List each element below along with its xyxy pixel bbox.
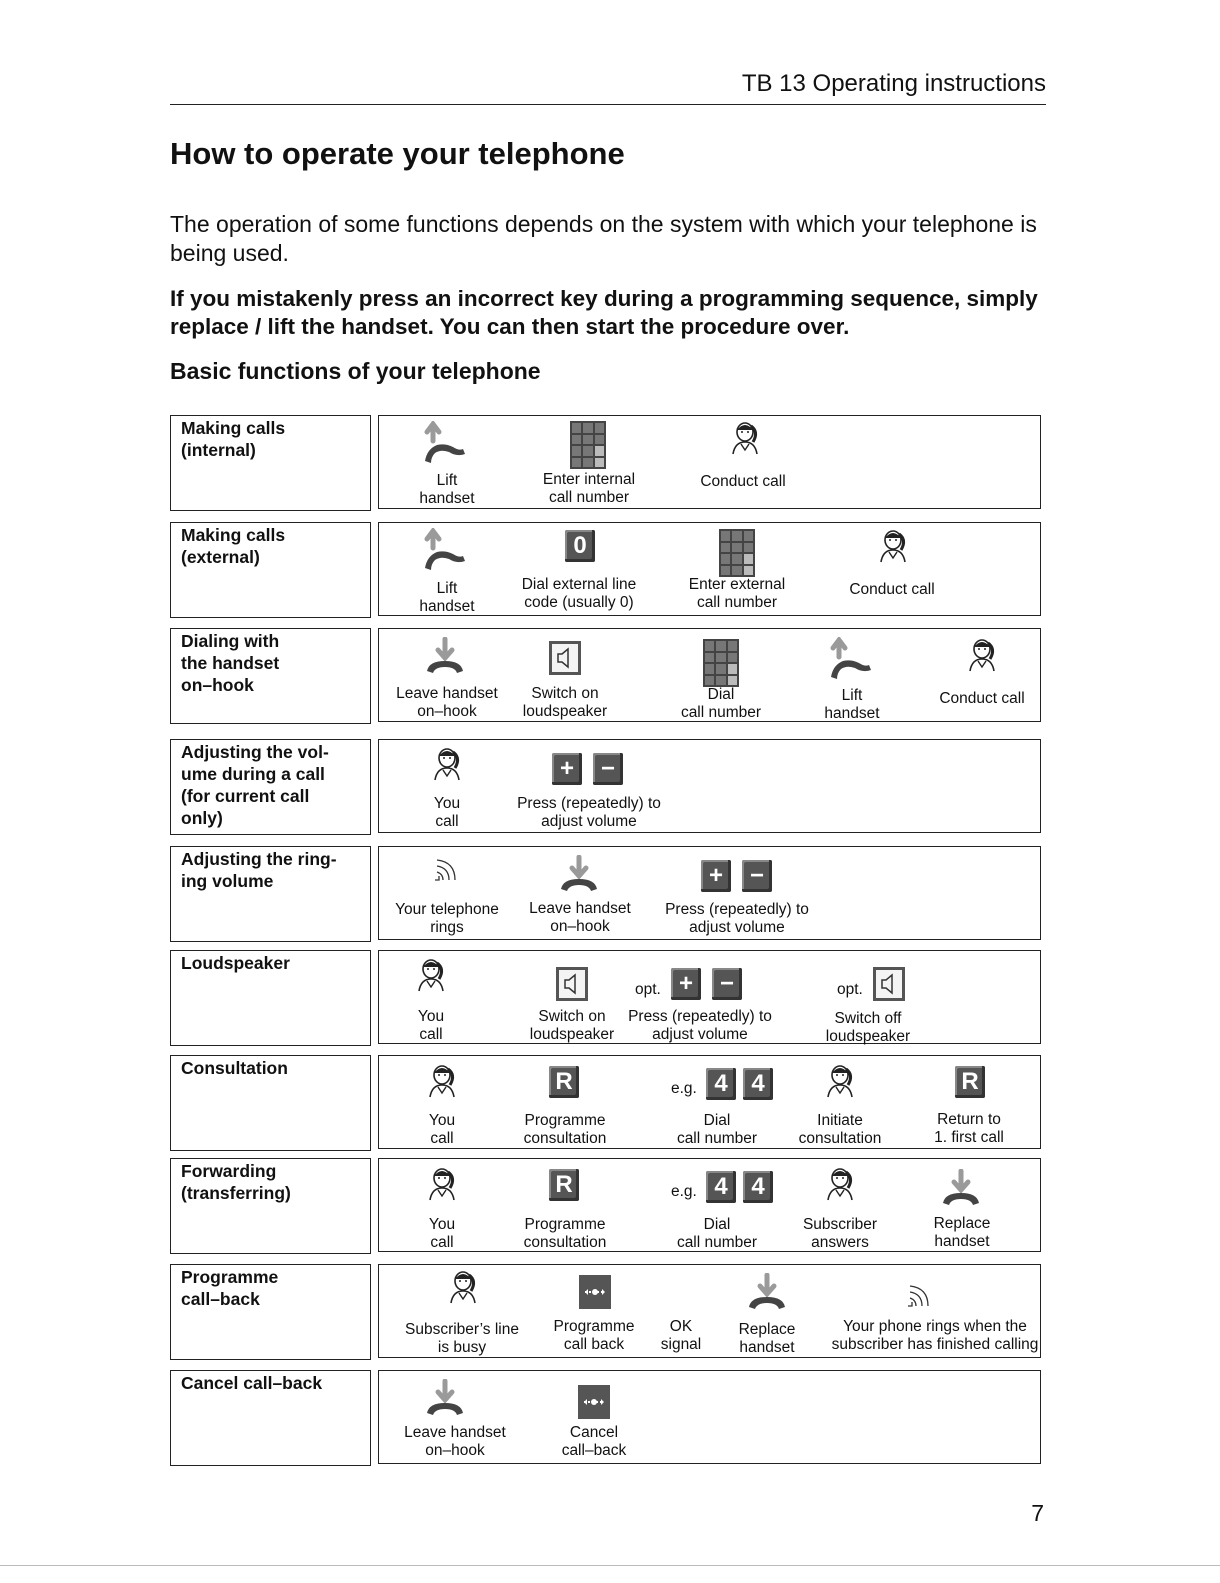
step-label: You call <box>428 1216 456 1251</box>
step-label: Switch on loudspeaker <box>522 685 608 720</box>
row-steps-making-calls-internal <box>378 415 1041 509</box>
step-label: Programme call back <box>553 1318 635 1353</box>
step-label: Lift handset <box>824 687 880 722</box>
step-label: Press (repeatedly) to adjust volume <box>517 795 661 830</box>
step-label: Initiate consultation <box>798 1112 882 1147</box>
step-label: Enter internal call number <box>542 471 636 506</box>
row-label-cancel-callback: Cancel call–back <box>170 1370 371 1466</box>
step-label: Switch on loudspeaker <box>529 1008 615 1043</box>
step-label: Conduct call <box>700 473 786 490</box>
keypad-icon <box>570 421 606 469</box>
step-label: Return to 1. first call <box>934 1111 1004 1146</box>
lift-handset-icon <box>829 637 875 685</box>
ringing-icon <box>431 854 461 884</box>
step-label: Programme consultation <box>523 1216 607 1251</box>
step-label: Subscriber answers <box>802 1216 878 1251</box>
row-label-forwarding: Forwarding (transferring) <box>170 1158 371 1254</box>
loudspeaker-key-icon <box>549 641 581 675</box>
step-label: Conduct call <box>939 690 1025 707</box>
page-number: 7 <box>1031 1500 1044 1526</box>
step-label: Press (repeatedly) to adjust volume <box>628 1008 772 1043</box>
row-steps-adjust-call-volume <box>378 739 1041 833</box>
bottom-rule <box>0 1565 1220 1566</box>
keypad-icon <box>719 529 755 577</box>
optional-label: opt. <box>635 981 661 998</box>
row-label-making-calls-internal: Making calls (internal) <box>170 415 371 511</box>
row-steps-forwarding <box>378 1158 1041 1252</box>
person-on-phone-icon <box>428 1065 458 1099</box>
plus-key: + <box>552 753 582 785</box>
call-back-key-icon <box>578 1385 610 1419</box>
ringing-icon <box>904 1280 934 1310</box>
person-on-phone-icon <box>879 530 909 564</box>
step-label: You call <box>428 1112 456 1147</box>
row-label-adjust-ring-volume: Adjusting the ring- ing volume <box>170 846 371 942</box>
plus-key: + <box>701 860 731 892</box>
intro-paragraph: The operation of some functions depends on the system with which your telephone is being used. <box>170 211 1037 266</box>
person-on-phone-icon <box>968 639 998 673</box>
plus-key: + <box>671 968 701 1000</box>
person-on-phone-icon <box>826 1168 856 1202</box>
r-key: R <box>955 1066 985 1098</box>
step-label: Enter external call number <box>688 576 786 611</box>
person-on-phone-icon <box>428 1168 458 1202</box>
step-label: Your phone rings when the subscriber has finished calling <box>831 1318 1039 1353</box>
r-key: R <box>549 1169 579 1201</box>
minus-key: − <box>742 860 772 892</box>
row-label-dialing-on-hook: Dialing with the handset on–hook <box>170 628 371 724</box>
page-title: How to operate your telephone <box>170 136 625 171</box>
step-label: Lift handset <box>419 472 475 507</box>
step-label: Switch off loudspeaker <box>825 1010 911 1045</box>
step-label: You call <box>433 795 461 830</box>
digit-key: 4 <box>706 1171 736 1203</box>
digit-key: 4 <box>706 1068 736 1100</box>
row-label-loudspeaker: Loudspeaker <box>170 950 371 1046</box>
keypad-icon <box>703 639 739 687</box>
minus-key: − <box>712 968 742 1000</box>
row-steps-making-calls-external <box>378 522 1041 616</box>
header-title: TB 13 Operating instructions <box>741 70 1046 97</box>
step-label: Press (repeatedly) to adjust volume <box>665 901 809 936</box>
row-steps-consultation <box>378 1055 1041 1149</box>
replace-handset-icon <box>425 637 467 677</box>
row-label-making-calls-external: Making calls (external) <box>170 522 371 618</box>
loudspeaker-key-icon <box>873 967 905 1001</box>
digit-key: 4 <box>743 1171 773 1203</box>
step-label: Dial call number <box>676 1216 758 1251</box>
step-label: Leave handset on–hook <box>396 685 498 720</box>
step-label: Programme consultation <box>523 1112 607 1147</box>
person-on-phone-icon <box>826 1065 856 1099</box>
person-on-phone-icon <box>433 748 463 782</box>
example-label: e.g. <box>671 1183 697 1200</box>
person-on-phone-icon <box>449 1271 479 1305</box>
step-label: Cancel call–back <box>561 1424 627 1459</box>
step-label: Dial call number <box>676 1112 758 1147</box>
step-label: Subscriber’s line is busy <box>404 1321 519 1356</box>
step-label: Replace handset <box>738 1321 796 1356</box>
header-rule <box>170 104 1046 105</box>
loudspeaker-key-icon <box>556 967 588 1001</box>
step-label: Conduct call <box>849 581 935 598</box>
minus-key: − <box>593 753 623 785</box>
row-steps-loudspeaker <box>378 950 1041 1044</box>
row-label-consultation: Consultation <box>170 1055 371 1151</box>
row-steps-dialing-on-hook <box>378 628 1041 722</box>
row-steps-adjust-ring-volume <box>378 846 1041 940</box>
step-label: OK signal <box>660 1318 702 1353</box>
person-on-phone-icon <box>417 959 447 993</box>
step-label: Dial call number <box>680 686 762 721</box>
digit-key: 4 <box>743 1068 773 1100</box>
step-label: Leave handset on–hook <box>529 900 631 935</box>
replace-handset-icon <box>747 1273 789 1313</box>
replace-handset-icon <box>425 1379 467 1419</box>
row-label-programme-callback: Programme call–back <box>170 1264 371 1360</box>
lift-handset-icon <box>423 421 469 469</box>
r-key: R <box>549 1066 579 1098</box>
example-label: e.g. <box>671 1080 697 1097</box>
section-title: Basic functions of your telephone <box>170 358 541 384</box>
step-label: Your telephone rings <box>395 901 499 936</box>
optional-label: opt. <box>837 981 863 998</box>
step-label: Lift handset <box>419 580 475 615</box>
step-label: Dial external line code (usually 0) <box>521 576 637 611</box>
call-back-key-icon <box>579 1275 611 1309</box>
row-steps-cancel-callback <box>378 1370 1041 1464</box>
step-label: Leave handset on–hook <box>404 1424 506 1459</box>
key-0: 0 <box>565 530 595 562</box>
row-steps-programme-callback <box>378 1264 1041 1358</box>
warning-paragraph: If you mistakenly press an incorrect key during a programming sequence, simply replace / lift the handset. You can then start the procedure over. <box>170 286 1038 339</box>
replace-handset-icon <box>559 855 601 895</box>
replace-handset-icon <box>941 1169 983 1209</box>
step-label: Replace handset <box>933 1215 991 1250</box>
lift-handset-icon <box>423 528 469 576</box>
row-label-adjust-call-volume: Adjusting the vol- ume during a call (for current call only) <box>170 739 371 835</box>
step-label: You call <box>417 1008 445 1043</box>
person-on-phone-icon <box>731 422 761 456</box>
